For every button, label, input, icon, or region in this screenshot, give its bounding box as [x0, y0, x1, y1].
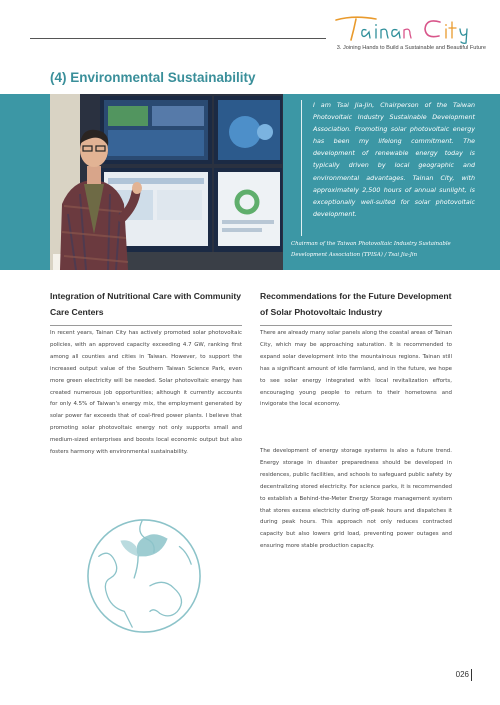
quote-attribution: Chairman of the Taiwan Photovoltaic Industry Sustainable Development Association (TPISA) / Tsai Jia-Jin [291, 241, 451, 258]
tainan-city-logo [334, 14, 484, 44]
page-title: (4) Environmental Sustainability [50, 70, 256, 85]
speaker-photo [50, 94, 283, 270]
header-rule [30, 38, 326, 39]
right-column-paragraph: There are already many solar panels along the coastal areas of Tainan City, which may be approaching saturation. It is recommended to expand solar development into the mountainous regions. Tainan still has a significant amount of idle farmland, and in the future, we hope to see solar energy integrated with local revitalization efforts, encouraging young people to return to their hometowns and invigorate the local economy. [260, 330, 452, 408]
left-column-paragraph: In recent years, Tainan City has actively promoted solar photovoltaic policies, with an approved capacity exceeding 4.7 GW, ranking first among all counties and cities in Taiwan. However, to support the increased output value of the Southern Taiwan Science Park, even more green electricity will be needed. Solar photovoltaic energy has created numerous job opportunities; although it currently accounts for only 4.5% of Taiwan's energy mix, the employment generated by solar power far exceeds that of coal-fired power plants. I believe that promoting solar photovoltaic energy not only supports small and medium-sized enterprises and boosts local economic output but also fosters harmony with environmental sustainability. [50, 330, 242, 456]
left-column-heading: Integration of Nutritional Care with Community Care Centers [50, 291, 241, 317]
quote-divider [301, 100, 302, 236]
page-number-bar [471, 669, 472, 681]
left-column-rule [50, 325, 242, 326]
right-column-heading: Recommendations for the Future Development of Solar Photovoltaic Industry [260, 291, 452, 317]
earth-leaf-icon [85, 517, 203, 635]
right-column-rule [260, 325, 452, 326]
section-caption: 3. Joining Hands to Build a Sustainable and Beautiful Future [336, 45, 486, 51]
interviewee-quote: I am Tsai Jia-Jin, Chairperson of the Taiwan Photovoltaic Industry Sustainable Development Association. Promoting solar photovoltaic energy has been my lifelong commitment. The development of renewable energy today is typically driven by local geographic and environmental advantages. Tainan City, with approximately 2,500 hours of annual sunlight, is exceptionally well-suited for solar photovoltaic development. [313, 102, 475, 218]
page-number: 026 [455, 670, 469, 679]
right-column-paragraph: The development of energy storage systems is also a future trend. Energy storage in disaster preparedness should be developed in residences, public facilities, and schools to safeguard public safety by decentralizing stored electricity. For science parks, it is recommended to establish a Behind-the-Meter Energy Storage management system that stores excess electricity during off-peak hours and dispatches it during peak hours. This approach not only reduces contracted capacity but also lowers grid load, preventing power outages and ensuring more stable production capacity. [260, 448, 452, 550]
